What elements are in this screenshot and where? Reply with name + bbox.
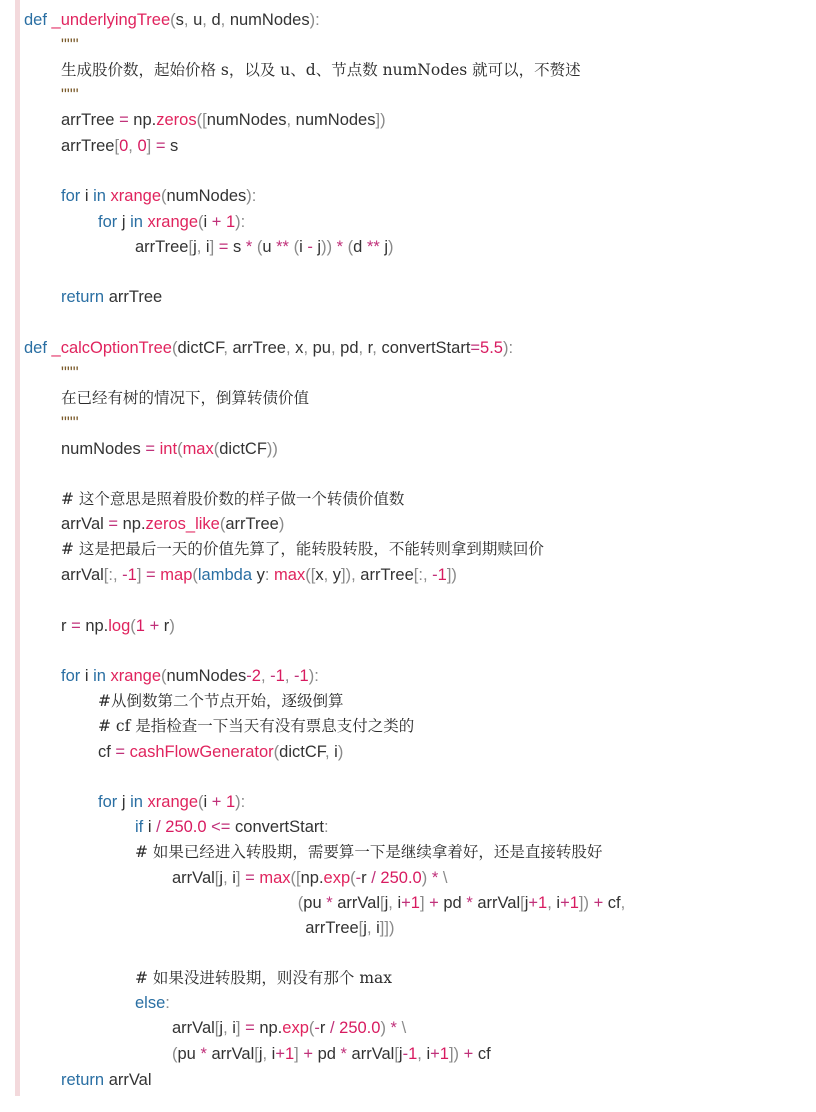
- code-line-2: """: [61, 36, 79, 54]
- code-line-8: for i in xrange(numNodes):: [61, 187, 257, 205]
- code-line-43: return arrVal: [61, 1071, 152, 1089]
- code-line-36: (pu * arrVal[j, i+1] + pd * arrVal[j+1, i+1]) + cf,: [297, 894, 626, 912]
- code-line-17: """: [61, 414, 79, 432]
- code-line-6: arrTree[0, 0] = s: [61, 137, 179, 155]
- code-line-25: r = np.log(1 + r): [61, 617, 175, 635]
- code-line-9: for j in xrange(i + 1):: [98, 213, 246, 231]
- code-line-18: numNodes = int(max(dictCF)): [61, 440, 278, 458]
- code-line-39: # 如果没进转股期，则没有那个 max: [135, 969, 393, 987]
- code-line-4: """: [61, 86, 79, 104]
- code-line-30: cf = cashFlowGenerator(dictCF, i): [98, 743, 344, 761]
- code-line-23: arrVal[:, -1] = map(lambda y: max([x, y]), arrTree[:, -1]): [61, 566, 457, 584]
- code-line-21: arrVal = np.zeros_like(arrTree): [61, 515, 285, 533]
- code-line-22: # 这是把最后一天的价值先算了，能转股转股，不能转则拿到期赎回价: [61, 540, 544, 558]
- code-line-20: # 这个意思是照着股价数的样子做一个转债价值数: [61, 490, 405, 508]
- code-line-37: arrTree[j, i]]): [305, 919, 395, 937]
- code-line-12: return arrTree: [61, 288, 163, 306]
- code-line-16: 在已经有树的情况下，倒算转债价值: [61, 389, 310, 407]
- code-line-10: arrTree[j, i] = s * (u ** (i - j)) * (d ** j): [135, 238, 394, 256]
- code-line-15: """: [61, 364, 79, 382]
- code-line-34: # 如果已经进入转股期，需要算一下是继续拿着好，还是直接转股好: [135, 843, 603, 861]
- code-line-32: for j in xrange(i + 1):: [98, 793, 246, 811]
- code-line-28: #从倒数第二个节点开始，逐级倒算: [98, 692, 344, 710]
- code-line-42: (pu * arrVal[j, i+1] + pd * arrVal[j-1, i+1]) + cf: [172, 1045, 491, 1063]
- code-line-29: # cf 是指检查一下当天有没有票息支付之类的: [98, 717, 415, 735]
- code-line-3: 生成股价数，起始价格 s，以及 u、d、节点数 numNodes 就可以，不赘述: [61, 61, 581, 79]
- code-line-33: if i / 250.0 <= convertStart:: [135, 818, 329, 836]
- code-line-35: arrVal[j, i] = max([np.exp(-r / 250.0) * \: [172, 869, 448, 887]
- code-line-14: def _calcOptionTree(dictCF, arrTree, x, pu, pd, r, convertStart=5.5):: [24, 339, 514, 357]
- code-line-1: def _underlyingTree(s, u, d, numNodes):: [24, 11, 320, 29]
- code-line-41: arrVal[j, i] = np.exp(-r / 250.0) * \: [172, 1019, 407, 1037]
- code-line-5: arrTree = np.zeros([numNodes, numNodes]): [61, 111, 386, 129]
- code-line-40: else:: [135, 994, 170, 1012]
- code-gutter-bar: [15, 0, 20, 1096]
- code-line-27: for i in xrange(numNodes-2, -1, -1):: [61, 667, 319, 685]
